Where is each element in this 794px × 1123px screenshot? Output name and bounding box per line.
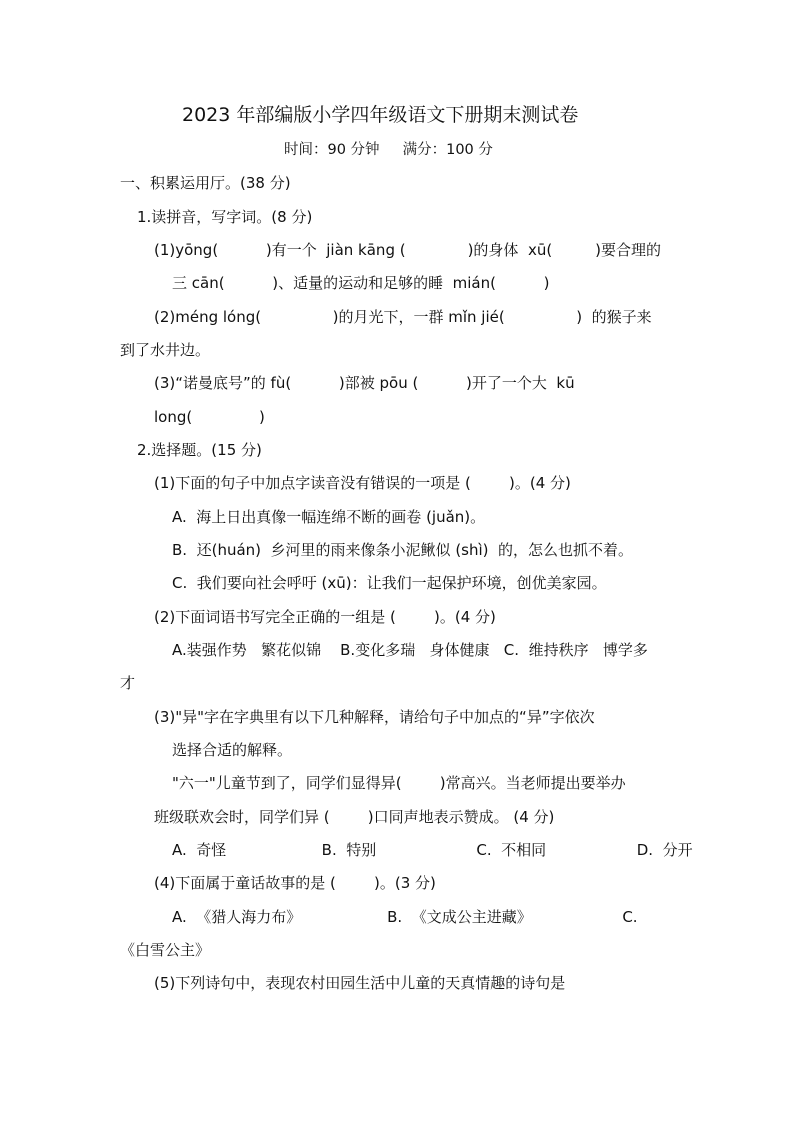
- question-line: (4)下面属于童话故事的是 ( )。(3 分): [154, 874, 436, 892]
- question-line: (1)yōng( )有一个 jiàn kāng ( )的身体 xū( )要合理的: [154, 241, 661, 259]
- question-heading: 2.选择题。(15 分): [137, 441, 262, 459]
- question-line: long( ): [154, 408, 265, 426]
- exam-time-score: 时间：90 分钟 满分：100 分: [284, 142, 493, 158]
- choice-option: C. 我们要向社会呼吁 (xū)：让我们一起保护环境，创优美家园。: [172, 574, 607, 592]
- question-heading: 1.读拼音，写字词。(8 分): [137, 208, 313, 226]
- question-line: 到了水井边。: [120, 341, 211, 359]
- question-line: "六一"儿童节到了，同学们显得异( )常高兴。当老师提出要举办: [172, 774, 626, 792]
- question-line: (2)下面词语书写完全正确的一组是 ( )。(4 分): [154, 608, 496, 626]
- question-line: 三 cān( )、适量的运动和足够的睡 mián( ): [172, 274, 550, 292]
- question-line: 才: [120, 674, 136, 692]
- question-line: 班级联欢会时，同学们异 ( )口同声地表示赞成。 (4 分): [154, 808, 555, 826]
- question-line: 选择合适的解释。: [172, 741, 293, 759]
- choice-option: A. 海上日出真像一幅连绵不断的画卷 (juǎn)。: [172, 508, 486, 526]
- exam-title: 2023 年部编版小学四年级语文下册期末测试卷: [182, 104, 579, 126]
- choice-option: A. 奇怪 B. 特别 C. 不相同 D. 分开: [172, 841, 693, 859]
- question-line: (2)méng lóng( )的月光下，一群 mǐn jié( ) 的猴子来: [154, 308, 652, 326]
- question-line: (1)下面的句子中加点字读音没有错误的一项是 ( )。(4 分): [154, 474, 571, 492]
- choice-option: 《白雪公主》: [120, 941, 211, 959]
- choice-option: A.装强作势 繁花似锦 B.变化多瑞 身体健康 C. 维持秩序 博学多: [172, 641, 648, 659]
- question-line: (5)下列诗句中，表现农村田园生活中儿童的天真情趣的诗句是: [154, 974, 566, 992]
- section-heading: 一、积累运用厅。(38 分): [120, 174, 291, 192]
- choice-option: B. 还(huán) 乡河里的雨来像条小泥鳅似 (shì) 的，怎么也抓不着。: [172, 541, 634, 559]
- question-line: (3)“诺曼底号”的 fù( )部被 pōu ( )开了一个大 kū: [154, 374, 575, 392]
- question-line: (3)"异"字在字典里有以下几种解释，请给句子中加点的“异”字依次: [154, 708, 595, 726]
- choice-option: A. 《猎人海力布》 B. 《文成公主进藏》 C.: [172, 908, 638, 926]
